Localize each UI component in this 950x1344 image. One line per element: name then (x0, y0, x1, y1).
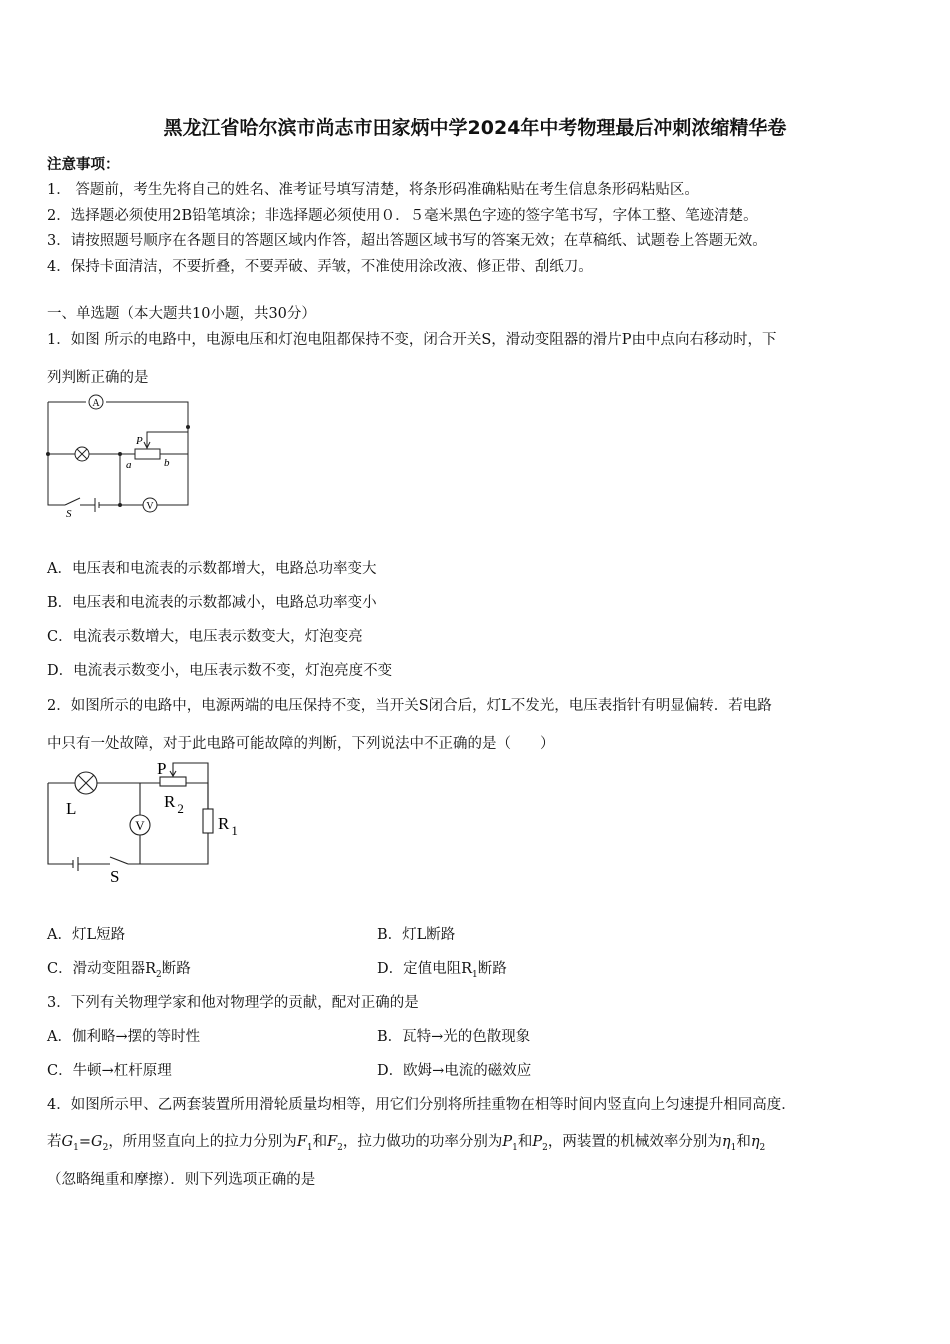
q2-stem: 中只有一处故障，对于此电路可能故障的判断，下列说法中不正确的是（ ） (47, 736, 555, 752)
q1-option-b: B．电压表和电流表的示数都减小，电路总功率变小 (47, 595, 377, 611)
ammeter-label: A (92, 398, 100, 409)
q1-stem: 1．如图 所示的电路中，电源电压和灯泡电阻都保持不变，闭合开关S，滑动变阻器的滑片P由中点向右移动时，下 (47, 332, 777, 348)
notice-item: 3．请按照题号顺序在各题目的答题区域内作答，超出答题区域书写的答案无效；在草稿纸、试题卷上答题无效。 (47, 233, 767, 249)
notice-item: 4．保持卡面清洁，不要折叠，不要弄破、弄皱，不准使用涂改液、修正带、刮纸刀。 (47, 259, 593, 275)
q2-option-a: A．灯L短路 (47, 927, 126, 943)
q1-option-c: C．电流表示数增大，电压表示数变大，灯泡变亮 (47, 629, 363, 645)
q3-option-c: C．牛顿→杠杆原理 (47, 1063, 172, 1079)
voltmeter-label: V (135, 818, 145, 833)
switch-label: S (110, 867, 120, 886)
q2-option-c: C．滑动变阻器$R_2$断路 (47, 961, 191, 980)
q3-stem: 3．下列有关物理学家和他对物理学的贡献，配对正确的是 (47, 995, 419, 1011)
lamp-label: L (66, 799, 77, 818)
q4-stem: 若$G_1=G_2$，所用竖直向上的拉力分别为$F_1$和$F_2$，拉力做功的功率分别为$P_1$和$P_2$，两装置的机械效率分别为$\eta_1$和$\eta_2$ (47, 1134, 766, 1153)
voltmeter-label: V (146, 501, 154, 512)
q4-stem: 4．如图所示甲、乙两套装置所用滑轮质量均相等，用它们分别将所挂重物在相等时间内竖直向上匀速提升相同高度． (47, 1097, 796, 1113)
section-heading: 一、单选题（本大题共10小题，共30分） (47, 306, 316, 322)
q1-stem: 列判断正确的是 (47, 370, 149, 386)
rheostat-end-b: b (164, 457, 170, 469)
page-title: 黑龙江省哈尔滨市尚志市田家炳中学2024年中考物理最后冲刺浓缩精华卷 (163, 117, 787, 139)
q1-circuit-diagram (40, 392, 200, 522)
q1-option-d: D．电流表示数变小，电压表示数不变，灯泡亮度不变 (47, 663, 393, 679)
slider-label: P (157, 759, 167, 778)
r2-label: R $_2$ (164, 792, 184, 816)
notice-item: 1． 答题前，考生先将自己的姓名、准考证号填写清楚，将条形码准确粘贴在考生信息条形码粘贴区。 (47, 182, 699, 198)
q2-option-d: D．定值电阻$R_1$断路 (377, 961, 507, 980)
rheostat-end-a: a (126, 459, 132, 471)
slider-label: P (136, 435, 143, 447)
r1-label: R $_1$ (218, 814, 238, 838)
q3-option-d: D．欧姆→电流的磁效应 (377, 1063, 532, 1079)
notice-heading: 注意事项： (47, 156, 120, 173)
switch-label: S (66, 508, 72, 520)
q2-stem: 2．如图所示的电路中，电源两端的电压保持不变，当开关S闭合后，灯L不发光，电压表指针有明显偏转．若电路 (47, 698, 772, 714)
notice-item: 2．选择题必须使用2B铅笔填涂；非选择题必须使用０．５毫米黑色字迹的签字笔书写，字体工整、笔迹清楚。 (47, 208, 758, 224)
q2-option-b: B．灯L断路 (377, 927, 456, 943)
q4-stem: （忽略绳重和摩擦）．则下列选项正确的是 (47, 1172, 316, 1188)
q3-option-a: A．伽利略→摆的等时性 (47, 1029, 201, 1045)
q1-option-a: A．电压表和电流表的示数都增大，电路总功率变大 (47, 561, 377, 577)
q2-circuit-diagram (40, 757, 260, 887)
q3-option-b: B．瓦特→光的色散现象 (377, 1029, 531, 1045)
